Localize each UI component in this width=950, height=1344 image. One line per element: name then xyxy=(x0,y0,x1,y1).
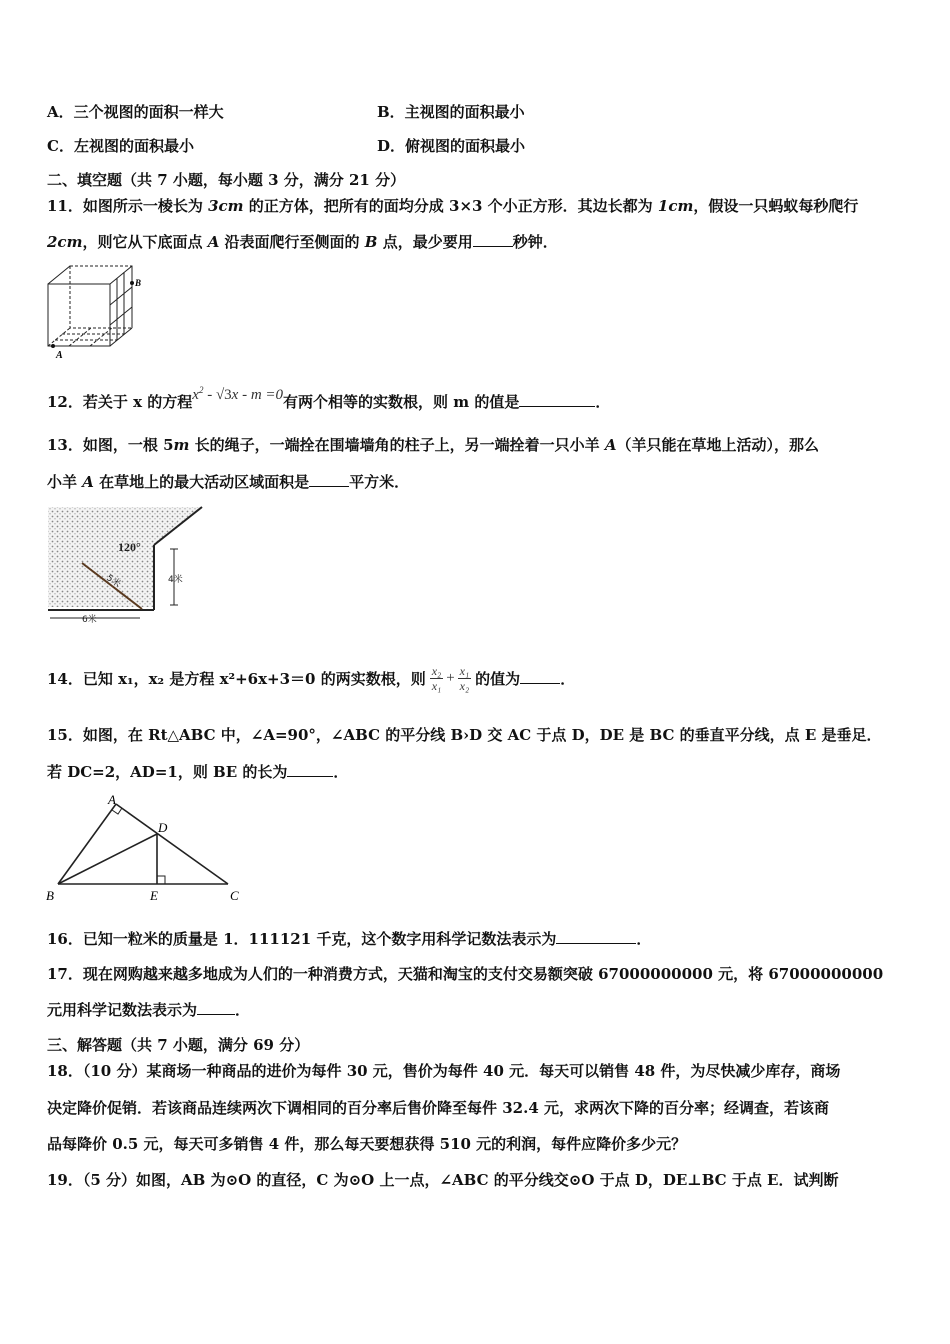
q14-fraction-expression: $\frac{\text{x₂}}{\text{x₁}}$ + $\frac{\text{x₁}}{\text{x₂}}$ xyxy=(431,664,470,693)
q11-line1: 11．如图所示一棱长为 3cm 的正方体，把所有的面均分成 3×3 个小正方形．其边长都为 1cm，假设一只蚂蚁每秒爬行 xyxy=(47,197,859,215)
q15-line2: 若 DC=2，AD=1，则 BE 的长为 ． xyxy=(47,763,349,781)
option-a: A．三个视图的面积一样大 xyxy=(47,103,224,121)
cube-back-face xyxy=(70,266,132,328)
answer-blank xyxy=(520,669,560,684)
label-b: B xyxy=(135,278,142,288)
label-c: C xyxy=(230,888,239,903)
q11-line2: 2cm，则它从下底面点 A 沿表面爬行至侧面的 B 点，最少要用 秒钟． xyxy=(47,233,558,251)
q14-line: 14．已知 x₁，x₂ 是方程 x²+6x+3＝0 的两实数根，则 $\frac{\text{x₂}}{\text{x₁}}$ + $\frac{\text{x₁}}{\text{x₂}}$ 的值为 ． xyxy=(47,664,576,693)
q16-line: 16．已知一粒米的质量是 1．111121 千克，这个数字用科学记数法表示为 ． xyxy=(47,930,652,948)
segment-bd xyxy=(58,834,157,884)
section-2-title: 二、填空题（共 7 小题，每小题 3 分，满分 21 分） xyxy=(47,171,406,189)
q12-equation: $x^2 - √3x - m =0$ xyxy=(192,385,284,403)
answer-blank xyxy=(309,472,349,487)
q17-line1: 17．现在网购越来越多地成为人们的一种消费方式，天猫和淘宝的支付交易额突破 67000000000 元，将 67000000000 xyxy=(47,965,884,983)
rope-length-label: 5米 xyxy=(104,573,123,590)
segment-ac xyxy=(116,804,228,884)
q19-line1: 19．（5 分）如图，AB 为⊙O 的直径，C 为⊙O 上一点，∠ABC 的平分线交⊙O 于点 D，DE⊥BC 于点 E．试判断 xyxy=(47,1171,839,1189)
label-a: A xyxy=(56,350,63,361)
answer-blank xyxy=(473,232,513,247)
angle-label: 120° xyxy=(118,540,141,554)
label-e: E xyxy=(150,888,158,903)
right-angle-e xyxy=(157,876,165,884)
q18-line1: 18．（10 分）某商场一种商品的进价为每件 30 元，售价为每件 40 元．每天可以销售 48 件，为尽快减少库存，商场 xyxy=(47,1062,841,1080)
point-b-marker xyxy=(130,281,134,285)
wall-length-label: 6米 xyxy=(82,615,97,625)
wall-height-label: 4米 xyxy=(168,575,183,585)
q17-line2: 元用科学记数法表示为 ． xyxy=(47,1001,251,1019)
option-b: B．主视图的面积最小 xyxy=(377,103,525,121)
option-d: D．俯视图的面积最小 xyxy=(377,137,526,155)
point-a-marker xyxy=(51,344,55,348)
sheep-figure xyxy=(46,505,206,625)
answer-blank xyxy=(197,1000,235,1015)
segment-ab xyxy=(58,804,116,884)
answer-blank xyxy=(556,929,636,944)
section-3-title: 三、解答题（共 7 小题，满分 69 分） xyxy=(47,1036,310,1054)
label-d: D xyxy=(158,820,168,835)
right-angle-a xyxy=(112,808,122,814)
q12-line: 12．若关于 x 的方程$x^2 - √3x - m =0$有两个相等的实数根，则 m 的值是 ． xyxy=(47,385,611,411)
cube-front-face xyxy=(48,284,110,346)
q18-line3: 品每降价 0.5 元，每天可多销售 4 件，那么每天要想获得 510 元的利润，每件应降价多少元？ xyxy=(47,1135,687,1153)
label-a: A xyxy=(108,792,116,807)
cube-figure xyxy=(44,262,154,362)
q13-line2: 小羊 A 在草地上的最大活动区域面积是 平方米． xyxy=(47,473,410,491)
option-c: C．左视图的面积最小 xyxy=(47,137,194,155)
q15-line1: 15．如图，在 Rt△ABC 中，∠A=90°，∠ABC 的平分线 B›D 交 AC 于点 D，DE 是 BC 的垂直平分线，点 E 是垂足． xyxy=(47,726,882,744)
triangle-figure xyxy=(44,792,244,904)
q18-line2: 决定降价促销．若该商品连续两次下调相同的百分率后售价降至每件 32.4 元，求两次下降的百分率；经调查，若该商 xyxy=(47,1099,829,1117)
q13-line1: 13．如图，一根 5m 长的绳子，一端拴在围墙墙角的柱子上，另一端拴着一只小羊 A（羊只能在草地上活动），那么 xyxy=(47,436,820,454)
label-b: B xyxy=(46,888,54,903)
answer-blank xyxy=(519,392,595,407)
answer-blank xyxy=(287,762,333,777)
